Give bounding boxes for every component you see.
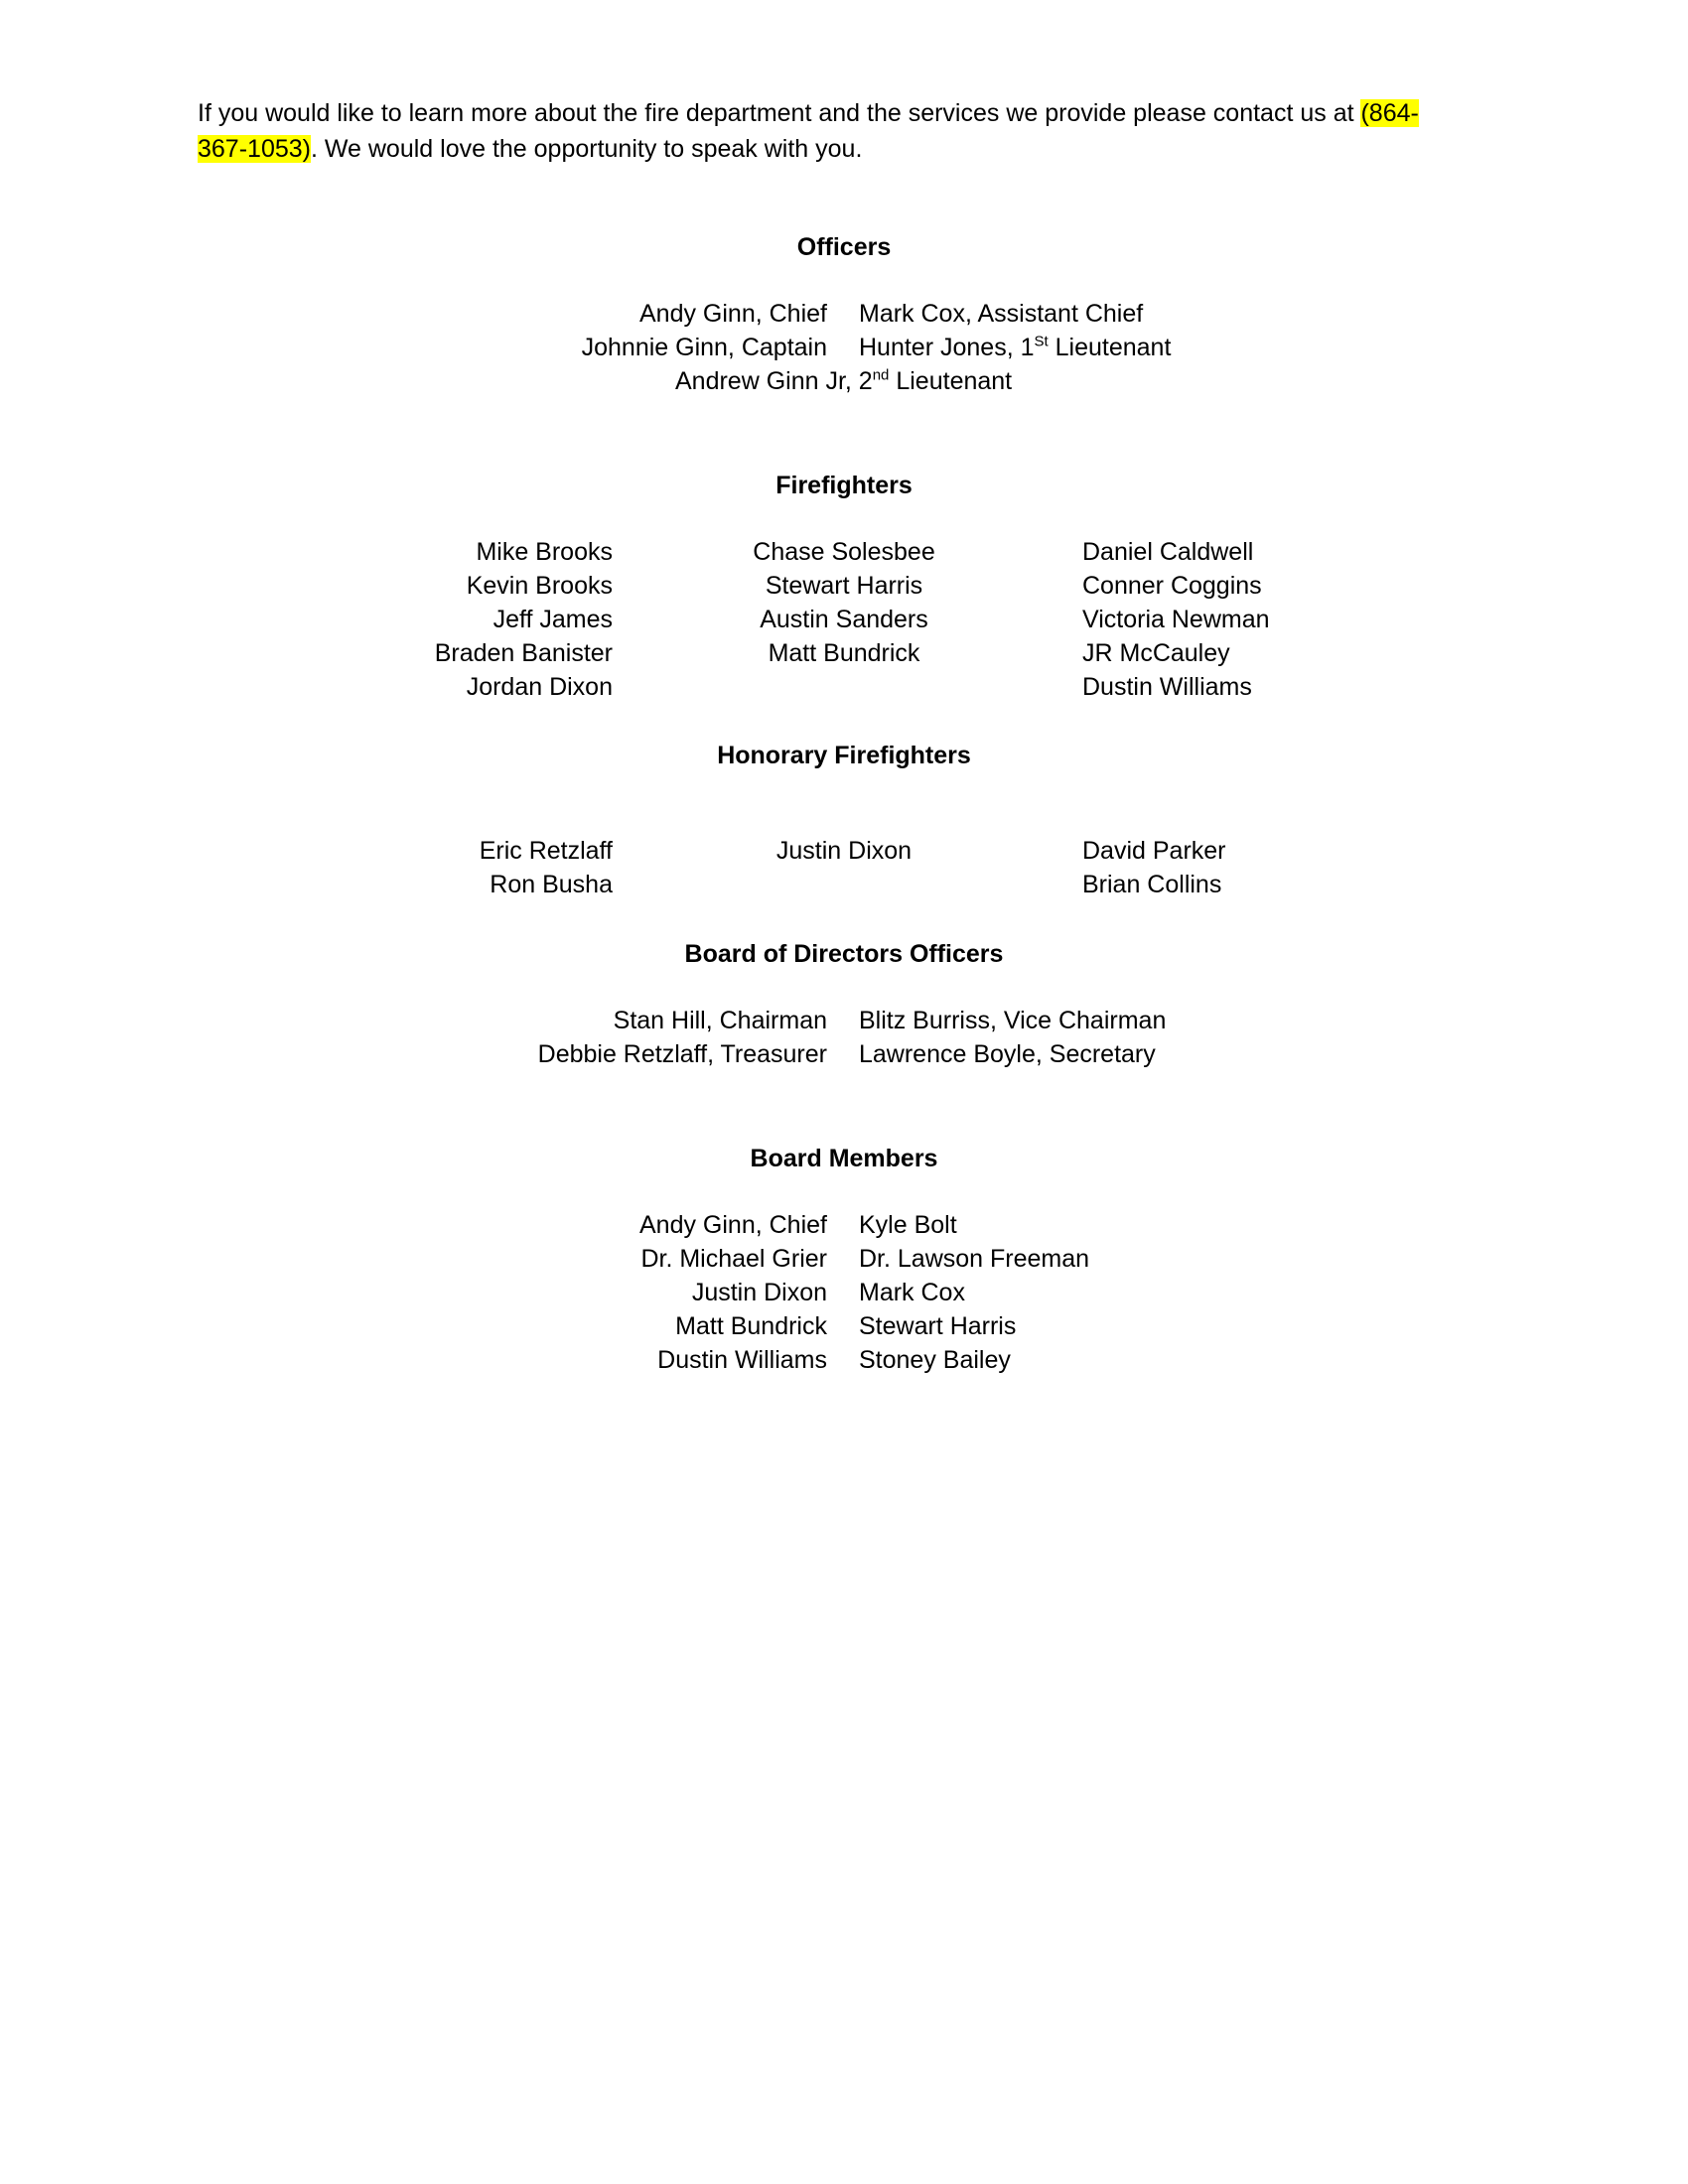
firefighter-name: Kevin Brooks (466, 572, 613, 600)
intro-paragraph (198, 95, 1488, 167)
firefighter-name: Jordan Dixon (466, 673, 613, 701)
firefighter-name: Austin Sanders (760, 606, 928, 633)
officer-assistant-chief: Mark Cox, Assistant Chief (859, 300, 1144, 328)
board-member-name: Matt Bundrick (675, 1312, 827, 1340)
honorary-firefighter-name: Eric Retzlaff (479, 837, 613, 865)
firefighter-name: Jeff James (492, 606, 613, 633)
firefighters-heading: Firefighters (775, 472, 913, 499)
board-member-name: Dr. Michael Grier (640, 1245, 827, 1273)
phone-number-highlight-part1: (864- (1360, 99, 1419, 127)
firefighter-name: Chase Solesbee (753, 538, 935, 566)
firefighter-name: Victoria Newman (1082, 606, 1270, 633)
officer-captain: Johnnie Ginn, Captain (581, 334, 827, 361)
honorary-firefighters-heading: Honorary Firefighters (717, 742, 971, 769)
board-member-name: Justin Dixon (691, 1279, 827, 1306)
firefighter-name: JR McCauley (1082, 639, 1230, 667)
honorary-firefighter-name: David Parker (1082, 837, 1226, 865)
honorary-firefighter-name: Ron Busha (490, 871, 613, 898)
firefighter-name: Mike Brooks (476, 538, 613, 566)
board-members-heading: Board Members (750, 1145, 938, 1172)
board-member-name: Stoney Bailey (859, 1346, 1011, 1374)
board-officer-name: Stan Hill, Chairman (613, 1007, 827, 1034)
board-officers-heading: Board of Directors Officers (684, 940, 1004, 968)
intro-closing-text: . We would love the opportunity to speak with you. (310, 135, 863, 163)
honorary-firefighter-name: Brian Collins (1082, 871, 1222, 898)
honorary-firefighter-name: Justin Dixon (775, 837, 913, 865)
officers-heading: Officers (796, 233, 892, 261)
firefighter-name: Daniel Caldwell (1082, 538, 1254, 566)
officer-1st-lieutenant: Hunter Jones, 1St Lieutenant (859, 333, 1172, 361)
board-member-name: Dustin Williams (657, 1346, 827, 1374)
firefighter-name: Braden Banister (434, 639, 613, 667)
board-officer-name: Blitz Burriss, Vice Chairman (859, 1007, 1167, 1034)
board-member-name: Dr. Lawson Freeman (859, 1245, 1090, 1273)
firefighter-name: Matt Bundrick (768, 639, 920, 667)
board-officer-name: Lawrence Boyle, Secretary (859, 1040, 1156, 1068)
board-officer-name: Debbie Retzlaff, Treasurer (537, 1040, 827, 1068)
firefighter-name: Dustin Williams (1082, 673, 1252, 701)
board-member-name: Mark Cox (859, 1279, 965, 1306)
firefighter-name: Stewart Harris (765, 572, 923, 600)
firefighter-name: Conner Coggins (1082, 572, 1262, 600)
board-member-name: Andy Ginn, Chief (639, 1211, 827, 1239)
phone-number-highlight-part2: 367-1053) (198, 135, 311, 163)
officer-chief: Andy Ginn, Chief (639, 300, 827, 328)
officer-2nd-lieutenant: Andrew Ginn Jr, 2nd Lieutenant (675, 366, 1013, 395)
board-member-name: Kyle Bolt (859, 1211, 957, 1239)
intro-text: If you would like to learn more about the fire department and the services we provide please contact us at (198, 99, 1361, 127)
board-member-name: Stewart Harris (859, 1312, 1017, 1340)
